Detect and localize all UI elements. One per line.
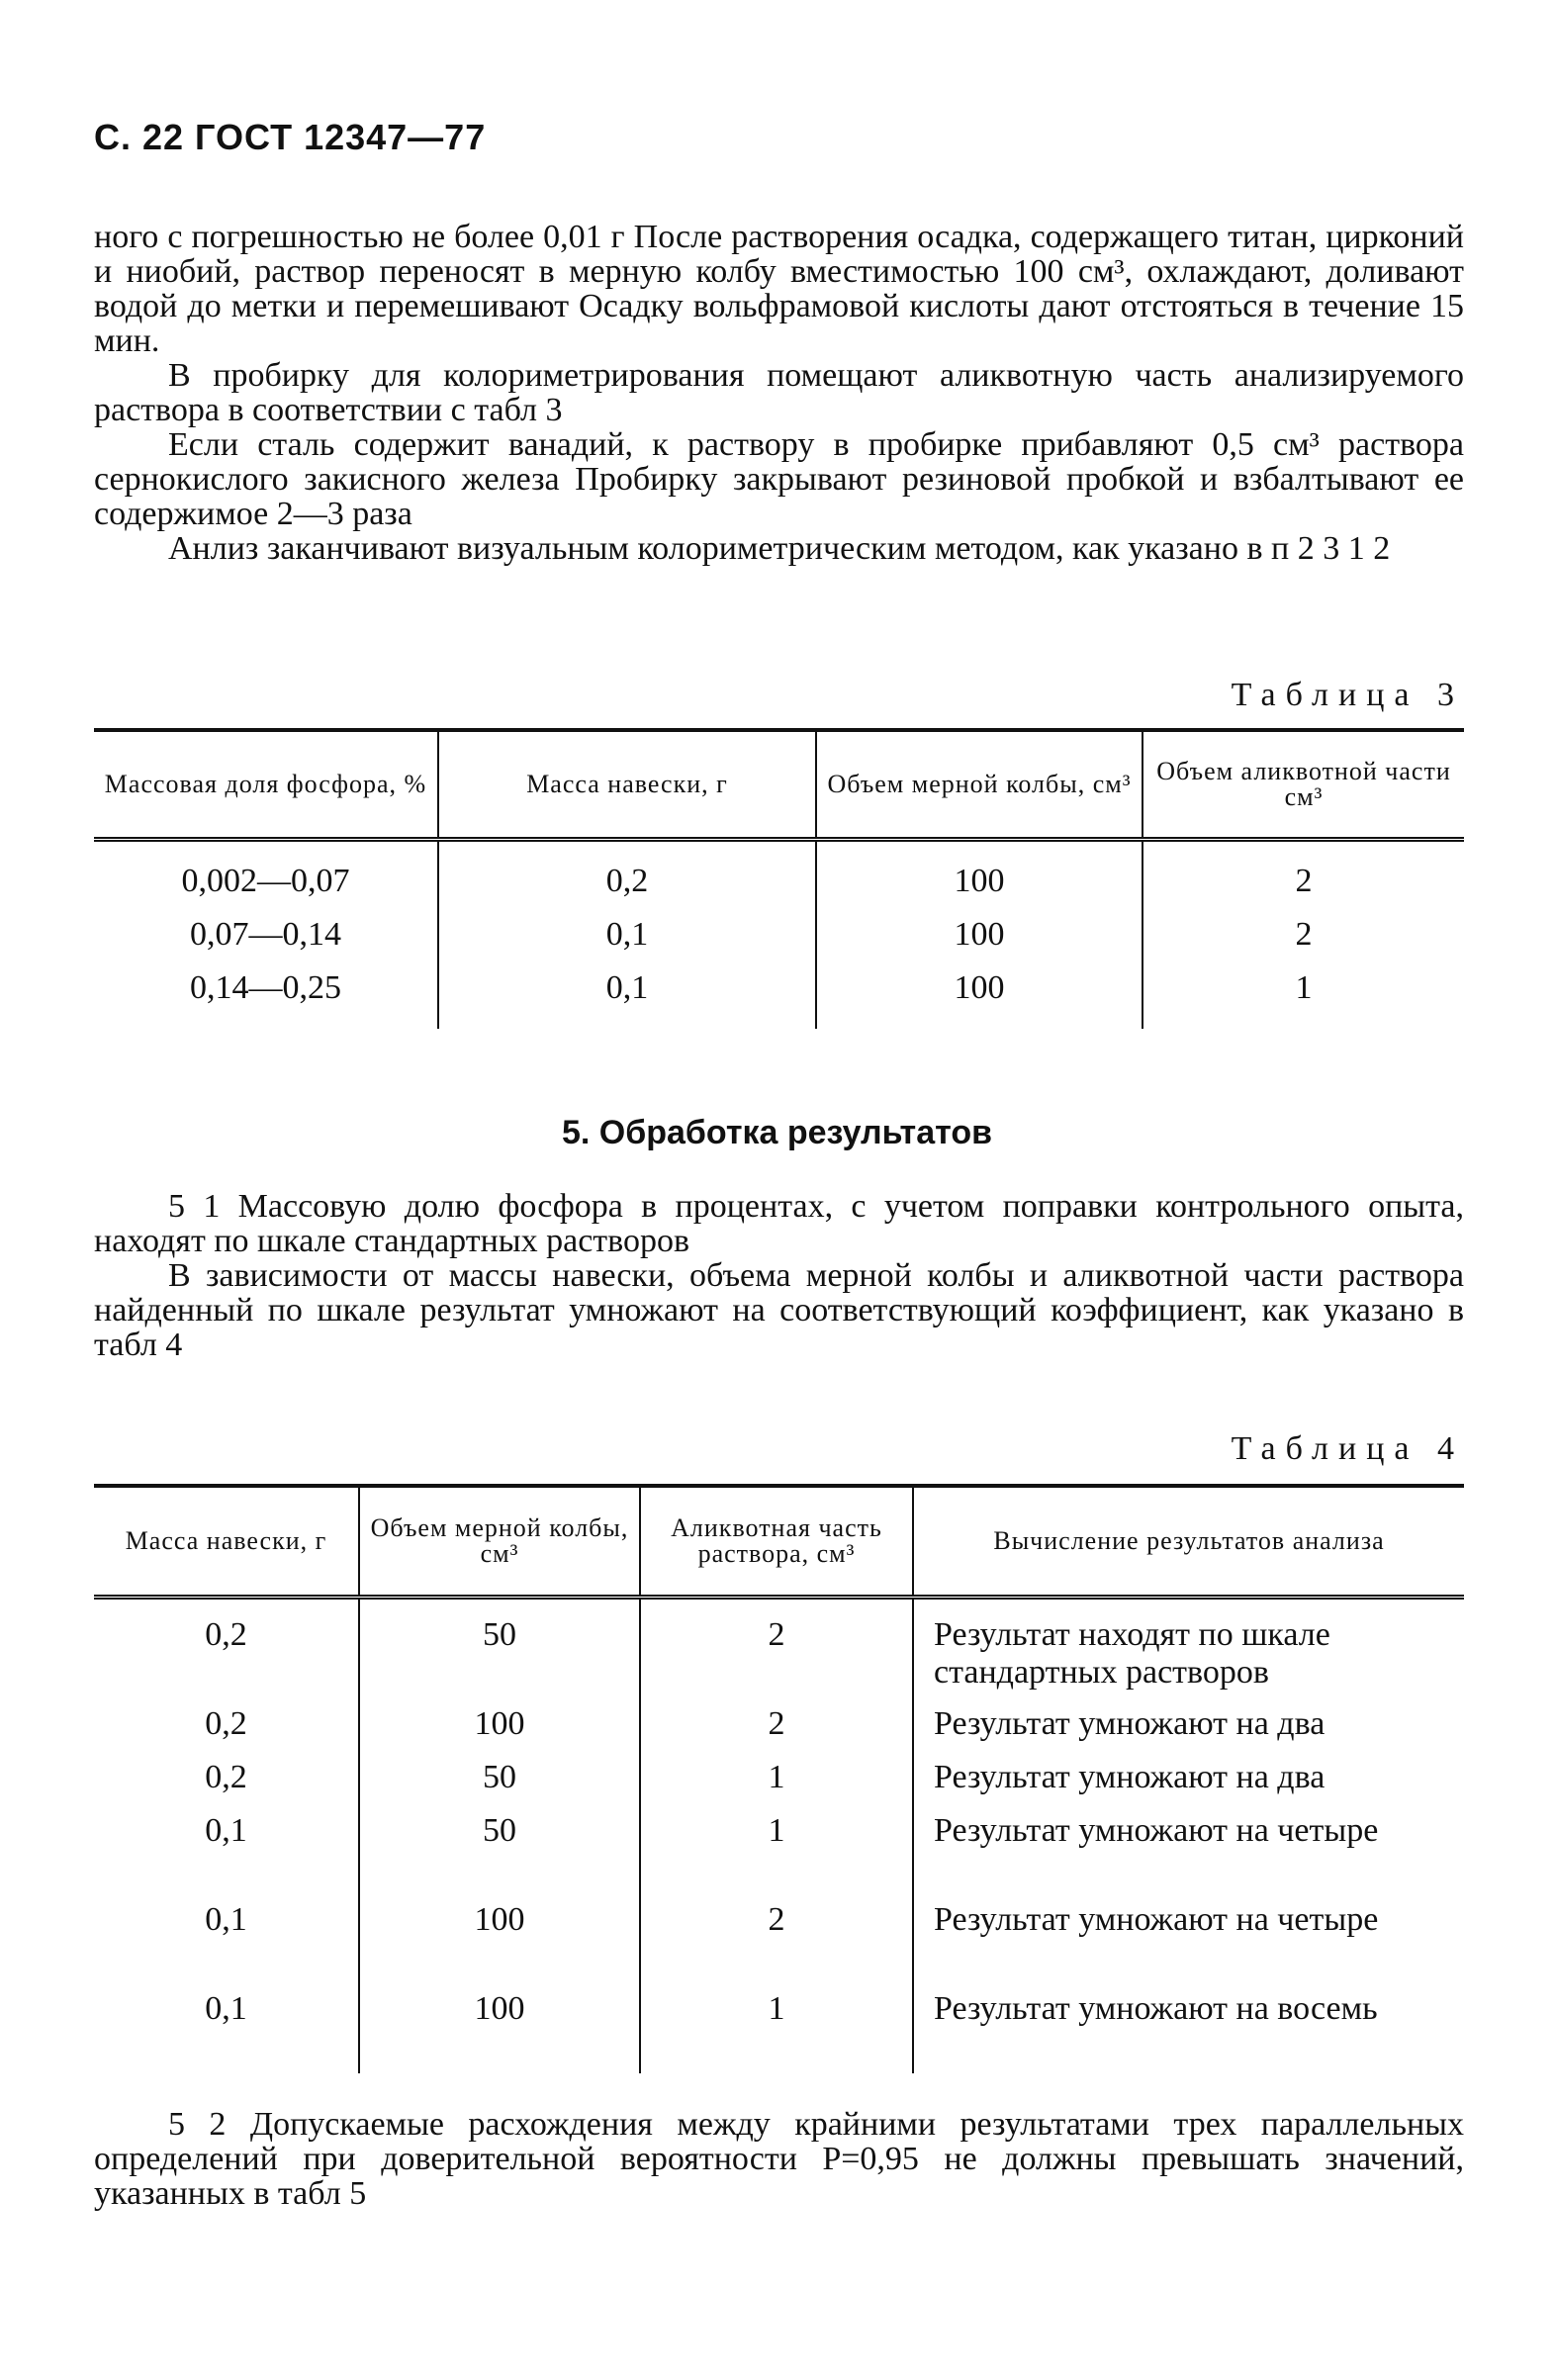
table-4-header-cell: Объем мерной колбы, см³ bbox=[359, 1486, 640, 1597]
table-3-header-cell: Массовая доля фосфора, % bbox=[94, 730, 438, 839]
page-header: С. 22 ГОСТ 12347—77 bbox=[94, 117, 487, 157]
paragraph-5-2: 5 2 Допускаемые расхождения между крайними результатами трех параллельных определений при доверительной вероятности P=0,95 не должны превышать значений, указанных в табл 5 bbox=[94, 2106, 1464, 2212]
table-4-header-row bbox=[94, 1486, 1464, 1597]
table-cell: 100 bbox=[359, 1990, 640, 2073]
table-row bbox=[94, 863, 1464, 916]
table-cell: 1 bbox=[1295, 969, 1313, 1006]
table-cell: 100 bbox=[816, 863, 1143, 916]
table-3-header-cell: Объем аликвотной части см³ bbox=[1143, 730, 1464, 839]
table-cell: 2 bbox=[640, 1901, 913, 1990]
table-row bbox=[94, 1759, 1464, 1812]
table-cell: 2 bbox=[640, 1705, 913, 1759]
table-cell: 0,1 bbox=[94, 1812, 359, 1901]
table-cell: 50 bbox=[359, 1812, 640, 1901]
table-4-header-cell: Масса навески, г bbox=[94, 1486, 359, 1597]
table-cell: 0,1 bbox=[438, 969, 816, 1029]
table-cell: 100 bbox=[359, 1901, 640, 1990]
section-heading: 5. Обработка результатов bbox=[561, 1114, 992, 1151]
table-3 bbox=[94, 728, 1464, 1029]
table-cell: 0,002—0,07 bbox=[94, 863, 438, 916]
table-cell: 100 bbox=[816, 969, 1143, 1029]
table-4-header-cell: Аликвотная часть раствора, см³ bbox=[640, 1486, 913, 1597]
table-cell: 2 bbox=[1295, 916, 1313, 953]
table-row bbox=[94, 1705, 1464, 1759]
table-4 bbox=[94, 1484, 1464, 2073]
paragraph-aliquot: В пробирку для колориметрирования помещают аликвотную часть анализируемого раствора в соответствии с табл 3 bbox=[94, 357, 1464, 428]
paragraph-5-1: 5 1 Массовую долю фосфора в процентах, с учетом поправки контрольного опыта, находят по шкале стандартных растворов bbox=[94, 1188, 1464, 1259]
table-cell: 0,2 bbox=[94, 1759, 359, 1812]
table-row bbox=[94, 969, 1464, 1029]
table-cell: Результат находят по шкале стандартных растворов bbox=[934, 1616, 1330, 1691]
table-3-header-cell: Объем мерной колбы, см³ bbox=[816, 730, 1143, 839]
table-cell: Результат умножают на восемь bbox=[934, 1990, 1378, 2027]
table-cell: 0,2 bbox=[94, 1616, 359, 1705]
table-4-title: Таблица 4 bbox=[1231, 1430, 1464, 1467]
table-4-header-cell: Вычисление результатов анализа bbox=[913, 1486, 1464, 1597]
table-row bbox=[94, 1990, 1464, 2073]
table-cell: 0,07—0,14 bbox=[94, 916, 438, 969]
table-row bbox=[94, 1901, 1464, 1990]
paragraph-analysis: Анлиз заканчивают визуальным колориметрическим методом, как указано в п 2 3 1 2 bbox=[168, 530, 1391, 567]
table-cell: 1 bbox=[640, 1759, 913, 1812]
table-cell: 0,2 bbox=[438, 863, 816, 916]
table-row bbox=[94, 1812, 1464, 1901]
table-cell: 0,1 bbox=[94, 1990, 359, 2073]
table-row bbox=[94, 1616, 1464, 1705]
table-cell: Результат умножают на два bbox=[934, 1759, 1325, 1795]
table-3-header-row bbox=[94, 730, 1464, 839]
table-cell: Результат умножают на два bbox=[934, 1705, 1325, 1742]
table-cell: 0,2 bbox=[94, 1705, 359, 1759]
table-cell: 2 bbox=[640, 1616, 913, 1705]
table-cell: 1 bbox=[640, 1990, 913, 2073]
table-cell: Результат умножают на четыре bbox=[934, 1812, 1379, 1849]
table-cell: Результат умножают на четыре bbox=[934, 1901, 1379, 1938]
paragraph-vanadium: Если сталь содержит ванадий, к раствору в пробирке прибавляют 0,5 см³ раствора сернокислого закисного железа Пробирку закрывают резиновой пробкой и взбалтывают ее содержимое 2—3 раза bbox=[94, 426, 1464, 532]
table-cell: 100 bbox=[816, 916, 1143, 969]
table-cell: 100 bbox=[359, 1705, 640, 1759]
table-cell: 0,1 bbox=[438, 916, 816, 969]
table-cell: 2 bbox=[1295, 863, 1313, 899]
table-3-title: Таблица 3 bbox=[1231, 677, 1464, 713]
paragraph-coefficient: В зависимости от массы навески, объема мерной колбы и аликвотной части раствора найденный по шкале результат умножают на соответствующий коэффициент, как указано в табл 4 bbox=[94, 1257, 1464, 1363]
table-cell: 0,14—0,25 bbox=[94, 969, 438, 1029]
table-cell: 50 bbox=[359, 1616, 640, 1705]
table-3-header-cell: Масса навески, г bbox=[438, 730, 816, 839]
table-cell: 0,1 bbox=[94, 1901, 359, 1990]
paragraph-continuation: ного с погрешностью не более 0,01 г После растворения осадка, содержащего титан, цирконий и ниобий, раствор переносят в мерную колбу вместимостью 100 см³, охлаждают, доливают водой до метки и перемешивают Осадку вольфрамовой кислоты дают отстояться в течение 15 мин. bbox=[94, 219, 1464, 359]
table-row bbox=[94, 916, 1464, 969]
table-cell: 1 bbox=[640, 1812, 913, 1901]
table-cell: 50 bbox=[359, 1759, 640, 1812]
